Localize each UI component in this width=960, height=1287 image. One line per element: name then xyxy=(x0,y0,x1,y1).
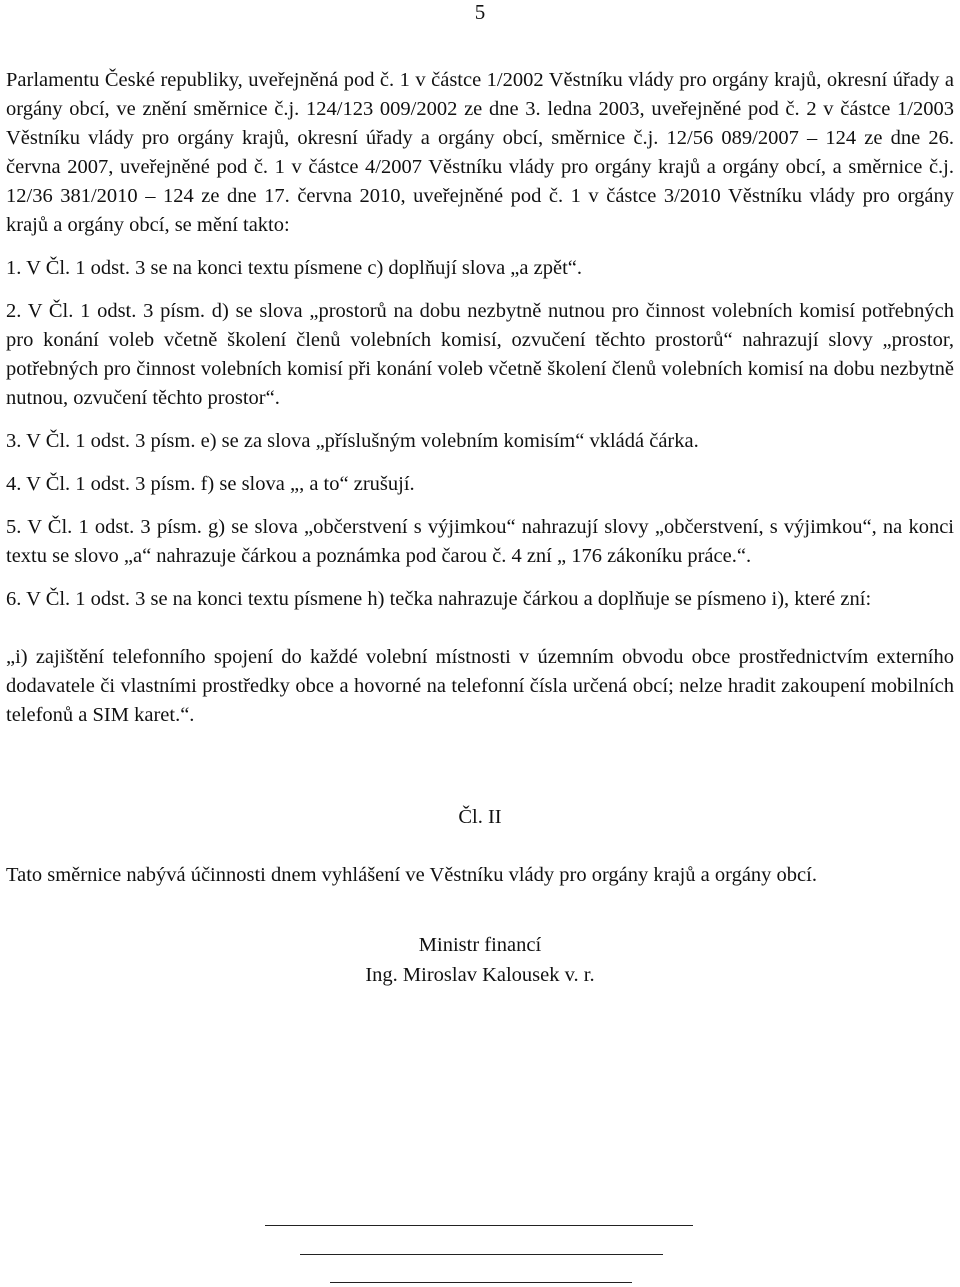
amendment-item-2: 2. V Čl. 1 odst. 3 písm. d) se slova „prostorů na dobu nezbytně nutnou pro činnost volebních komisí potřebných pro konání voleb včetně školení členů volebních komisí, ozvučení těchto prostorů“ nahrazují slovy „prostor, potřebných pro činnost volebních komisí při konání voleb včetně školení členů volebních komisí na dobu nezbytně nutnou, ozvučení těchto prostor“. xyxy=(6,300,954,409)
intro-paragraph: Parlamentu České republiky, uveřejněná pod č. 1 v částce 1/2002 Věstníku vlády pro orgány krajů, okresní úřady a orgány obcí, ve znění směrnice č.j. 124/123 009/2002 ze dne 3. ledna 2003, uveřejněné pod č. 2 v částce 1/2003 Věstníku vlády pro orgány krajů, okresní úřady a orgány obcí, směrnice č.j. 12/56 089/2007 – 124 ze dne 26. června 2007, uveřejněné pod č. 1 v částce 4/2007 Věstníku vlády pro orgány krajů a orgány obcí, a směrnice č.j. 12/36 381/2010 – 124 ze dne 17. června 2010, uveřejněné pod č. 1 v částce 3/2010 Věstníku vlády pro orgány krajů a orgány obcí, se mění takto: xyxy=(6,69,954,236)
signatory-name: Ing. Miroslav Kalousek v. r. xyxy=(365,964,595,986)
article-heading: Čl. II xyxy=(458,806,502,828)
closing-rule-3 xyxy=(330,1282,632,1283)
amendment-item-6: 6. V Čl. 1 odst. 3 se na konci textu písmene h) tečka nahrazuje čárkou a doplňuje se písmeno i), které zní: xyxy=(6,588,872,610)
effective-clause: Tato směrnice nabývá účinnosti dnem vyhlášení ve Věstníku vlády pro orgány krajů a orgány obcí. xyxy=(6,864,817,886)
amendment-item-5: 5. V Čl. 1 odst. 3 písm. g) se slova „občerstvení s výjimkou“ nahrazují slovy „občerstvení, s výjimkou“, na konci textu se slovo „a“ nahrazuje čárkou a poznámka pod čarou č. 4 zní „ 176 zákoníku práce.“. xyxy=(6,516,954,567)
amendment-item-3: 3. V Čl. 1 odst. 3 písm. e) se za slova „příslušným volebním komisím“ vkládá čárka. xyxy=(6,430,699,452)
quoted-letter-i: „i) zajištění telefonního spojení do každé volební místnosti v územním obvodu obce prostřednictvím externího dodavatele či vlastními prostředky obce a hovorné na telefonní čísla určená obcí; nelze hradit zakoupení mobilních telefonů a SIM karet.“. xyxy=(6,646,954,726)
closing-rule-2 xyxy=(300,1254,663,1255)
closing-rule-1 xyxy=(265,1225,693,1226)
document-body xyxy=(6,66,954,990)
amendment-item-1: 1. V Čl. 1 odst. 3 se na konci textu písmene c) doplňují slova „a zpět“. xyxy=(6,257,582,279)
signatory-title: Ministr financí xyxy=(418,934,542,956)
signature-block xyxy=(6,930,954,990)
amendment-item-4: 4. V Čl. 1 odst. 3 písm. f) se slova „, a to“ zrušují. xyxy=(6,473,415,495)
page-number: 5 xyxy=(474,0,486,24)
